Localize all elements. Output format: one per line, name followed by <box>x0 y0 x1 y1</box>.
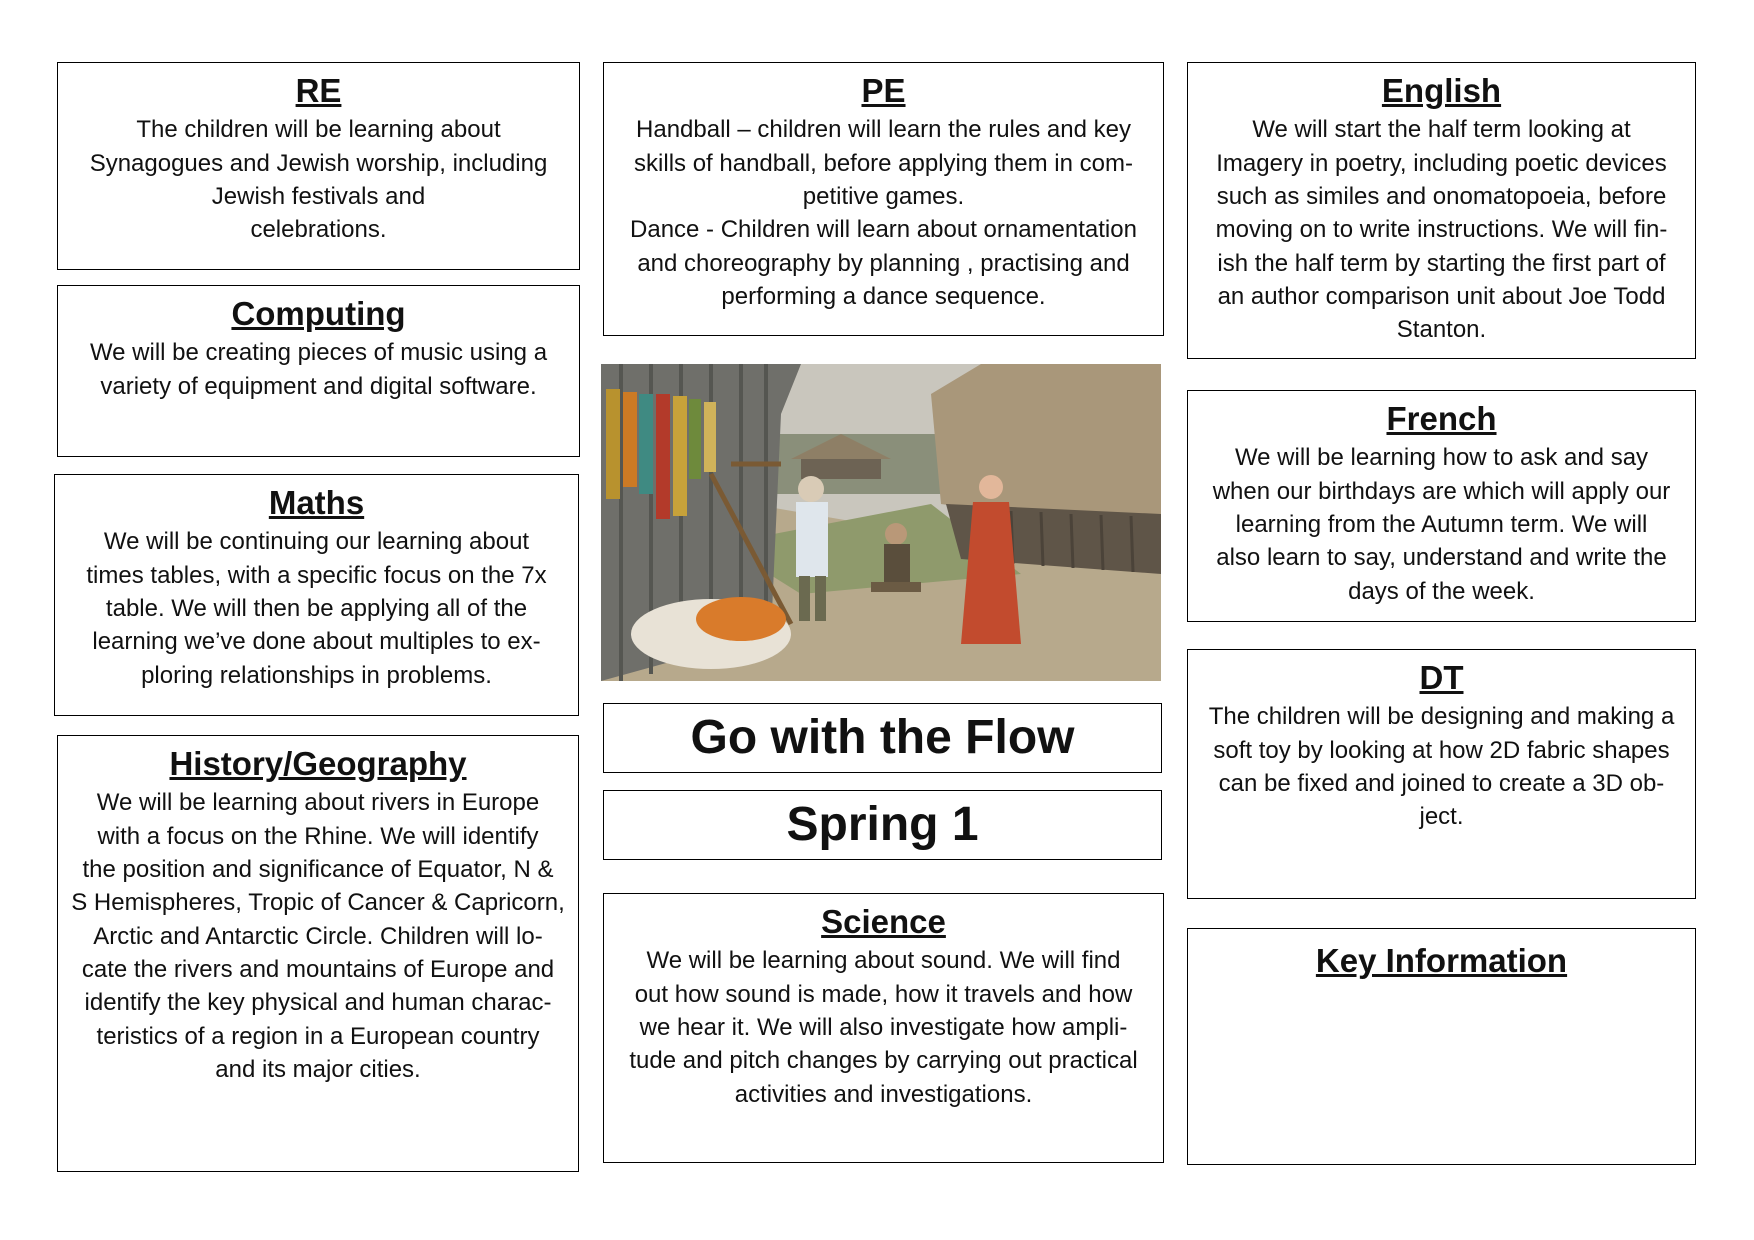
panel-body: Handball – children will learn the rules and key skills of handball, before applying them in com- petitive games. Dance - Children will learn about ornamentation and choreography by planning , practising and performing a dance sequence. <box>630 116 1137 311</box>
panel-body: The children will be learning about Synagogues and Jewish worship, including Jewish festivals and celebrations. <box>89 116 548 244</box>
panel-science <box>603 893 1164 1163</box>
panel-body: We will be creating pieces of music using a variety of equipment and digital software. <box>89 339 548 400</box>
panel-heading: History/Geography <box>169 745 467 782</box>
panel-computing <box>57 285 580 457</box>
panel-heading: Computing <box>231 295 406 332</box>
panel-pe <box>603 62 1164 336</box>
panel-heading: PE <box>861 72 906 109</box>
term-title: Spring 1 <box>603 790 1162 860</box>
panel-heading: RE <box>295 72 342 109</box>
panel-english <box>1187 62 1696 359</box>
panel-body: The children will be designing and making a soft toy by looking at how 2D fabric shapes can be fixed and joined to create a 3D ob- ject. <box>1208 703 1675 831</box>
panel-heading: Science <box>821 903 946 940</box>
panel-body: We will start the half term looking at Imagery in poetry, including poetic devices such as similes and onomatopoeia, before moving on to write instructions. We will fin- ish the half term by starting the first part of an author comparison unit about Joe Todd Stanton. <box>1215 116 1668 344</box>
panel-body: We will be continuing our learning about times tables, with a specific focus on the 7x table. We will then be applying all of the learning we’ve done about multiples to ex- ploring relationships in problems. <box>86 528 547 689</box>
panel-body: We will be learning about sound. We will find out how sound is made, how it travels and how we hear it. We will also investigate how ampli- tude and pitch changes by carrying out practical activities and investigations. <box>629 947 1138 1108</box>
panel-dt <box>1187 649 1696 899</box>
panel-key-information <box>1187 928 1696 1165</box>
panel-heading: English <box>1381 72 1502 109</box>
panel-history-geography <box>57 735 579 1172</box>
panel-maths <box>54 474 579 716</box>
panel-heading: French <box>1386 400 1497 437</box>
panel-body: We will be learning about rivers in Europe with a focus on the Rhine. We will identify the position and significance of Equator, N & S Hemispheres, Tropic of Cancer & Capricorn, Arctic and Antarctic Circle. Children will lo- cate the rivers and mountains of Europe and identify the key physical and human charac- teristics of a region in a European country and its major cities. <box>71 789 565 1084</box>
panel-french <box>1187 390 1696 622</box>
viking-village-photo <box>601 364 1161 681</box>
panel-body: We will be learning how to ask and say when our birthdays are which will apply our learning from the Autumn term. We will also learn to say, understand and write the days of the week. <box>1212 444 1671 605</box>
panel-heading: Maths <box>268 484 365 521</box>
panel-heading: Key Information <box>1315 942 1568 979</box>
panel-re <box>57 62 580 270</box>
panel-heading: DT <box>1419 659 1464 696</box>
topic-title: Go with the Flow <box>603 703 1162 773</box>
